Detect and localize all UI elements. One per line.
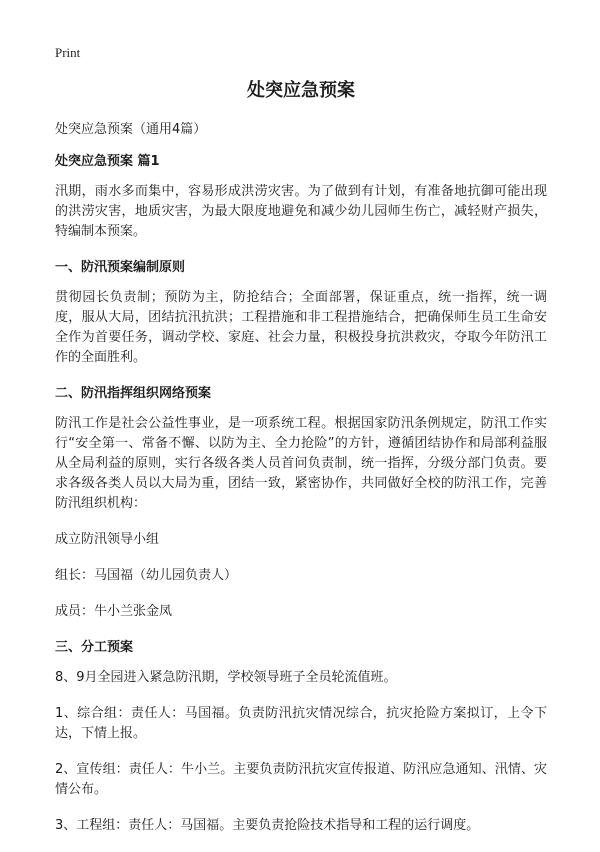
list-item: 1、综合组：责任人：马国福。负责防汛抗灾情况综合，抗灾抢险方案拟订，上令下达，下情上报。 [55, 706, 547, 741]
print-label[interactable]: Print [55, 45, 81, 60]
section-heading-principles: 一、防汛预案编制原则 [55, 260, 186, 275]
group-leader: 组长：马国福（幼儿园负责人） [55, 568, 238, 583]
intro-paragraph: 汛期，雨水多而集中，容易形成洪涝灾害。为了做到有计划，有准备地抗御可能出现的洪涝灾害，地质灾害，为最大限度地避免和减少幼儿园师生伤亡，减轻财产损失，特编制本预案。 [55, 184, 547, 239]
list-item: 8、9月全园进入紧急防汛期，学校领导班子全员轮流值班。 [55, 670, 397, 685]
organization-paragraph: 防汛工作是社会公益性事业，是一项系统工程。根据国家防汛条例规定，防汛工作实行“安全第一、常备不懈、以防为主、全力抢险”的方针，遵循团结协作和局部利益服从全局利益的原则，实行各级各类人员首问负责制，统一指挥，分级分部门负责。要求各级各类人员以大局为重，团结一致，紧密协作，共同做好全校的防汛工作，完善防汛组织机构： [55, 416, 547, 511]
list-item: 2、宣传组：责任人：牛小兰。主要负责防汛抗灾宣传报道、防汛应急通知、汛情、灾情公布。 [55, 762, 547, 797]
section-heading-division: 三、分工预案 [55, 640, 134, 655]
document-subtitle: 处突应急预案（通用4篇） [55, 122, 207, 137]
group-title: 成立防汛领导小组 [55, 532, 160, 547]
document-body [55, 78, 547, 852]
list-item: 3、工程组：责任人：马国福。主要负责抢险技术指导和工程的运行调度。 [55, 818, 480, 833]
page-title: 处突应急预案 [247, 80, 355, 101]
principles-paragraph: 贯彻园长负责制；预防为主，防抢结合；全面部署，保证重点，统一指挥，统一调度，服从大局，团结抗汛抗洪；工程措施和非工程措施结合，把确保师生员工生命安全作为首要任务，调动学校、家庭、社会力量，积极投身抗洪救灾，夺取今年防汛工作的全面胜利。 [55, 290, 547, 365]
group-members: 成员：牛小兰张金凤 [55, 604, 173, 619]
article-heading: 处突应急预案 篇1 [55, 154, 160, 169]
section-heading-organization: 二、防汛指挥组织网络预案 [55, 386, 212, 401]
